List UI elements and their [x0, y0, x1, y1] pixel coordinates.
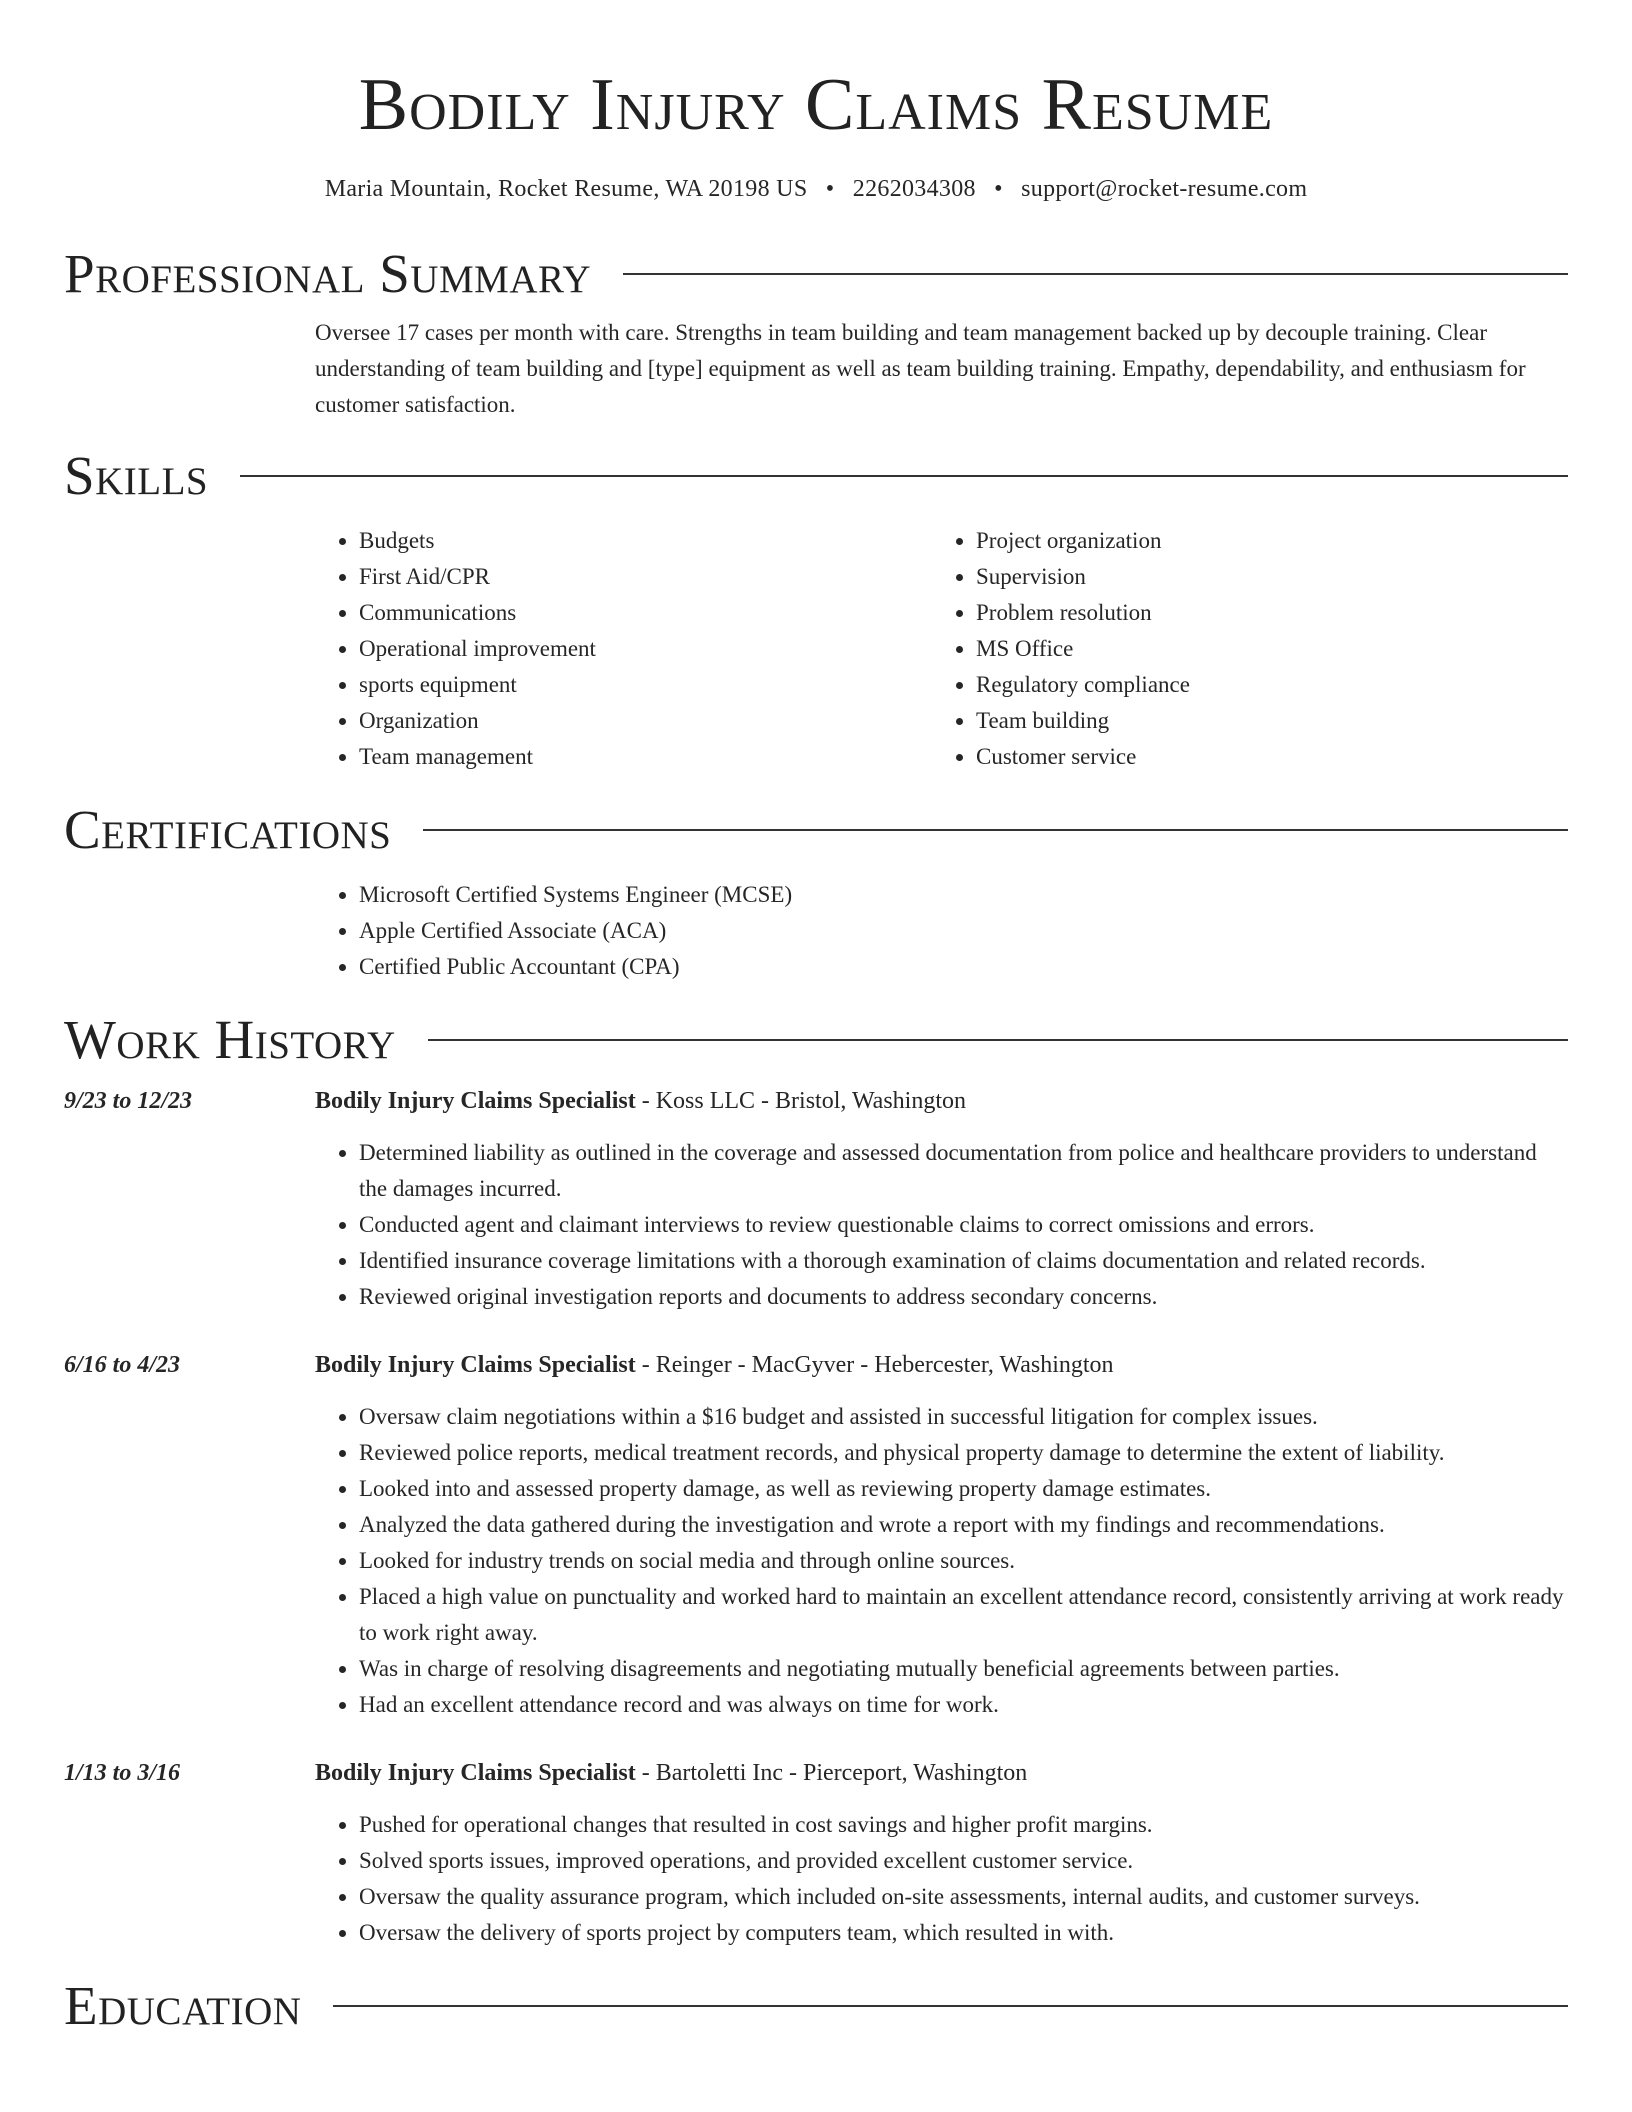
certification-item: • Apple Certified Associate (ACA) — [359, 913, 1568, 949]
summary-content — [315, 315, 1568, 423]
resume-title: Bodily Injury Claims Resume — [358, 64, 1274, 146]
job-bullet: • Placed a high value on punctuality and worked hard to maintain an excellent attendance record, consistently arriving at work ready to work right away. — [359, 1579, 1568, 1651]
job-bullets — [315, 1135, 1568, 1315]
contact-email[interactable]: support@rocket-resume.com — [1021, 176, 1308, 202]
contact-phone: 2262034308 — [852, 176, 976, 202]
certification-item: • Certified Public Accountant (CPA) — [359, 949, 1568, 985]
skill-item: • Communications — [359, 595, 932, 631]
job-bullets — [315, 1399, 1568, 1723]
job-bullet: • Looked into and assessed property damage, as well as reviewing property damage estimates. — [359, 1471, 1568, 1507]
job-employer: - Bartoletti Inc - Pierceport, Washington — [635, 1760, 1028, 1786]
job-bullet: • Looked for industry trends on social media and through online sources. — [359, 1543, 1568, 1579]
job-dates: 6/16 to 4/23 — [64, 1352, 181, 1378]
job-employer: - Koss LLC - Bristol, Washington — [635, 1088, 967, 1114]
skill-item: • Customer service — [976, 739, 1549, 775]
summary-section-header — [64, 241, 1568, 307]
job-title: Bodily Injury Claims Specialist — [315, 1760, 636, 1786]
job-title: Bodily Injury Claims Specialist — [315, 1352, 636, 1378]
section-divider — [428, 1039, 1568, 1041]
section-divider — [333, 2005, 1568, 2007]
contact-address: Maria Mountain, Rocket Resume, WA 20198 US — [324, 176, 808, 202]
skill-item: • Operational improvement — [359, 631, 932, 667]
skill-item: • Supervision — [976, 559, 1549, 595]
contact-separator: • — [994, 176, 1003, 202]
section-title: Certifications — [64, 799, 392, 860]
job-bullet: • Identified insurance coverage limitations with a thorough examination of claims documentation and related records. — [359, 1243, 1568, 1279]
job-bullet: • Solved sports issues, improved operations, and provided excellent customer service. — [359, 1843, 1568, 1879]
skill-item: • Problem resolution — [976, 595, 1549, 631]
education-section-header — [64, 1973, 1568, 2039]
job-header — [64, 1083, 1568, 1119]
job-bullet: • Reviewed police reports, medical treatment records, and physical property damage to determine the extent of liability. — [359, 1435, 1568, 1471]
certification-item: • Microsoft Certified Systems Engineer (MCSE) — [359, 877, 1568, 913]
skills-column-right — [932, 523, 1549, 775]
skill-item: • Budgets — [359, 523, 932, 559]
job-bullet: • Determined liability as outlined in the coverage and assessed documentation from police and healthcare providers to understand the damages incurred. — [359, 1135, 1568, 1207]
job-title: Bodily Injury Claims Specialist — [315, 1088, 636, 1114]
skill-item: • Organization — [359, 703, 932, 739]
certifications-list — [315, 877, 1568, 985]
certifications-section-header — [64, 797, 1568, 863]
section-title: Professional Summary — [64, 243, 592, 304]
skill-item: • Project organization — [976, 523, 1549, 559]
job-bullet: • Pushed for operational changes that resulted in cost savings and higher profit margins. — [359, 1807, 1568, 1843]
job-entry — [64, 1755, 1568, 1951]
job-bullet: • Analyzed the data gathered during the investigation and wrote a report with my findings and recommendations. — [359, 1507, 1568, 1543]
job-bullets — [315, 1807, 1568, 1951]
skill-item: • MS Office — [976, 631, 1549, 667]
contact-line — [64, 172, 1568, 206]
resume-page — [64, 0, 1568, 2039]
job-bullet: • Conducted agent and claimant interviews to review questionable claims to correct omissions and errors. — [359, 1207, 1568, 1243]
job-bullet: • Reviewed original investigation reports and documents to address secondary concerns. — [359, 1279, 1568, 1315]
job-bullet: • Oversaw claim negotiations within a $16 budget and assisted in successful litigation for complex issues. — [359, 1399, 1568, 1435]
contact-separator: • — [825, 176, 835, 202]
skills-list — [315, 523, 1568, 775]
skill-item: • Regulatory compliance — [976, 667, 1549, 703]
skill-item: • First Aid/CPR — [359, 559, 932, 595]
summary-text: Oversee 17 cases per month with care. Strengths in team building and team management backed up by decouple training. Clear understanding of team building and [type] equipment as well as team building training. Empathy, dependability, and enthusiasm for customer satisfaction. — [315, 320, 1526, 417]
job-heading — [315, 1755, 1027, 1791]
job-bullet: • Oversaw the quality assurance program, which included on-site assessments, internal audits, and customer surveys. — [359, 1879, 1568, 1915]
job-bullet: • Had an excellent attendance record and was always on time for work. — [359, 1687, 1568, 1723]
job-header — [64, 1347, 1568, 1383]
work-history-section-header — [64, 1007, 1568, 1073]
job-employer: - Reinger - MacGyver - Hebercester, Washington — [635, 1352, 1114, 1378]
job-heading — [315, 1347, 1114, 1383]
section-title: Education — [64, 1975, 302, 2036]
job-heading — [315, 1083, 966, 1119]
section-divider — [423, 829, 1568, 831]
skills-column-left — [315, 523, 932, 775]
job-entry — [64, 1347, 1568, 1723]
job-header — [64, 1755, 1568, 1791]
section-title: Skills — [64, 445, 209, 506]
job-dates: 9/23 to 12/23 — [64, 1088, 193, 1114]
skill-item: • Team building — [976, 703, 1549, 739]
job-bullet: • Was in charge of resolving disagreements and negotiating mutually beneficial agreements between parties. — [359, 1651, 1568, 1687]
skills-section-header — [64, 443, 1568, 509]
skill-item: • Team management — [359, 739, 932, 775]
job-dates: 1/13 to 3/16 — [64, 1760, 181, 1786]
section-divider — [623, 273, 1568, 275]
section-title: Work History — [64, 1009, 396, 1070]
job-entry — [64, 1083, 1568, 1315]
section-divider — [240, 475, 1568, 477]
job-bullet: • Oversaw the delivery of sports project by computers team, which resulted in with. — [359, 1915, 1568, 1951]
skill-item: • sports equipment — [359, 667, 932, 703]
